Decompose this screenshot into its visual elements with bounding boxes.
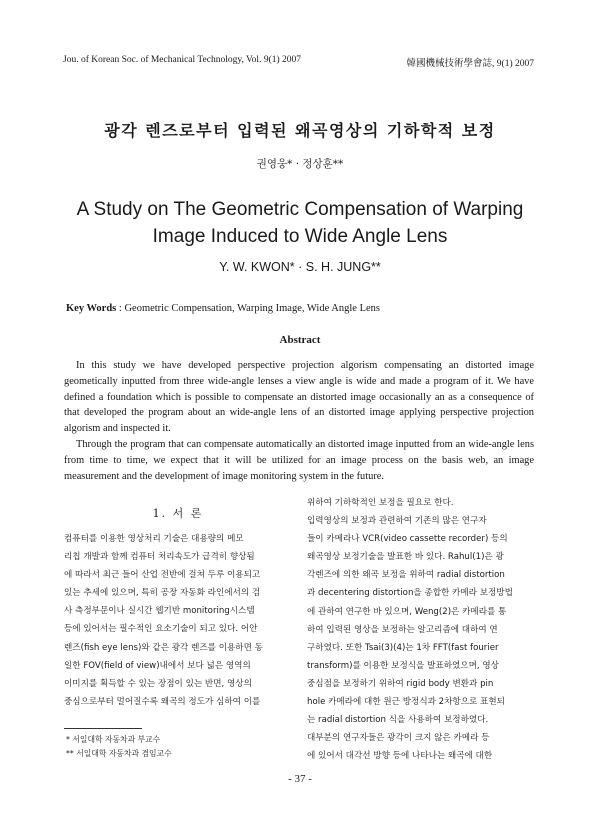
body-line: 입력영상의 보정과 관련하여 기존의 많은 연구자	[307, 516, 487, 527]
body-line: 과 decentering distortion을 종합한 카메라 보정방법	[307, 588, 513, 599]
footnote-divider	[64, 728, 142, 729]
abstract-title: Abstract	[279, 334, 321, 346]
body-line: 들이 카메라나 VCR(video cassette recorder) 등의	[307, 534, 508, 545]
english-title	[0, 196, 600, 250]
abstract-paragraph-2: Through the program that can compensate automatically an distorted image inputted from an wide-angle lens from time to time, we expect that it will be utilized for an image process on the basis web, an image measurement and the development of image monitoring system in the future.	[64, 438, 534, 482]
keywords	[66, 303, 380, 314]
body-line: 각렌즈에 의한 왜곡 보정을 위하여 radial distortion	[307, 570, 505, 581]
korean-authors: 권영웅* · 정상훈**	[256, 158, 344, 170]
english-authors: Y. W. KWON* · S. H. JUNG**	[219, 260, 381, 274]
page-number: - 37 -	[288, 773, 312, 785]
body-line: 일한 FOV(field of view)내에서 보다 넓은 영역의	[64, 660, 251, 671]
journal-header-left: Jou. of Korean Soc. of Mechanical Technology, Vol. 9(1) 2007	[63, 55, 302, 65]
english-title-line-1: A Study on The Geometric Compensation of Warping	[76, 199, 524, 220]
body-line: 는 radial distortion 식을 사용하여 보정하였다.	[307, 715, 489, 726]
body-line: 하여 입력된 영상을 보정하는 알고리즘에 대하여 연	[307, 624, 498, 635]
body-line: 렌즈(fish eye lens)와 같은 광각 렌즈를 이용하면 동	[64, 642, 263, 653]
korean-title: 광각 렌즈로부터 입력된 왜곡영상의 기하학적 보정	[104, 121, 496, 140]
body-line: 왜곡영상 보정기술을 발표한 바 있다. Rahul(1)은 광	[307, 552, 504, 563]
footnote-2: ** 서일대학 자동차과 겸임교수	[66, 749, 172, 758]
body-line: 중심으로부터 멀어질수록 왜곡의 정도가 심하여 이를	[64, 696, 261, 707]
abstract-body	[64, 358, 534, 484]
body-line: 중심점을 보정하기 위하여 rigid body 변환과 pin	[307, 678, 494, 689]
body-line: 사 측정부문이나 실시간 웹기반 monitoring시스템	[64, 606, 255, 617]
right-column	[307, 494, 535, 765]
body-line: 컴퓨터를 이용한 영상처리 기술은 대용량의 메모	[64, 534, 244, 544]
body-line: 등에 있어서는 필수적인 요소기술이 되고 있다. 어안	[64, 624, 258, 635]
keywords-label: Key Words	[66, 303, 117, 314]
body-line: hole 카메라에 대한 원근 방정식과 2차항으로 표현되	[307, 697, 505, 708]
body-line: 있는 추세에 있으며, 특히 공장 자동화 라인에서의 검	[64, 588, 261, 599]
journal-header-right: 韓國機械技術學會誌, 9(1) 2007	[406, 59, 534, 69]
body-line: 구하였다. 또한 Tsai(3)(4)는 1차 FFT(fast fourier	[307, 642, 499, 653]
body-line: 에 있어서 대각선 방향 등에 나타나는 왜곡에 대한	[307, 751, 493, 762]
body-line: 리칩 개발과 함께 컴퓨터 처리속도가 급격히 향상됨	[64, 552, 255, 563]
footnote-1: * 서일대학 자동차과 부교수	[66, 735, 161, 744]
body-line: 위하여 기하학적인 보정을 필요로 한다.	[307, 498, 454, 508]
english-title-line-2: Image Induced to Wide Angle Lens	[152, 226, 448, 247]
abstract-paragraph-1: In this study we have developed perspective projection algorism compensating an distorted image geometically inputted from three wide-angle lenses a view angle is wide and made a program of it. We have defined a foundation which is possible to compensate an distorted image occasionally an as a consequence of that developed the program about an wide-angle lens of an distorted image applying perspective projection algorism and inspected it.	[64, 360, 534, 435]
section-title: 1. 서 론	[152, 507, 204, 520]
body-line: 이미지를 획득할 수 있는 장점이 있는 반면, 영상의	[64, 678, 252, 689]
keywords-text: : Geometric Compensation, Warping Image, Wide Angle Lens	[118, 303, 380, 314]
footnotes	[66, 733, 172, 761]
body-line: 에 관하여 연구한 바 있으며, Weng(2)은 카메라를 통	[307, 606, 507, 617]
body-line: 에 따라서 최근 들어 산업 전반에 걸쳐 두루 이용되고	[64, 570, 261, 581]
body-line: transform)를 이용한 보정식을 발표하였으며, 영상	[307, 660, 499, 671]
left-column	[64, 530, 292, 711]
body-line: 대부분의 연구자들은 광각이 크지 않은 카메라 등	[307, 733, 490, 744]
